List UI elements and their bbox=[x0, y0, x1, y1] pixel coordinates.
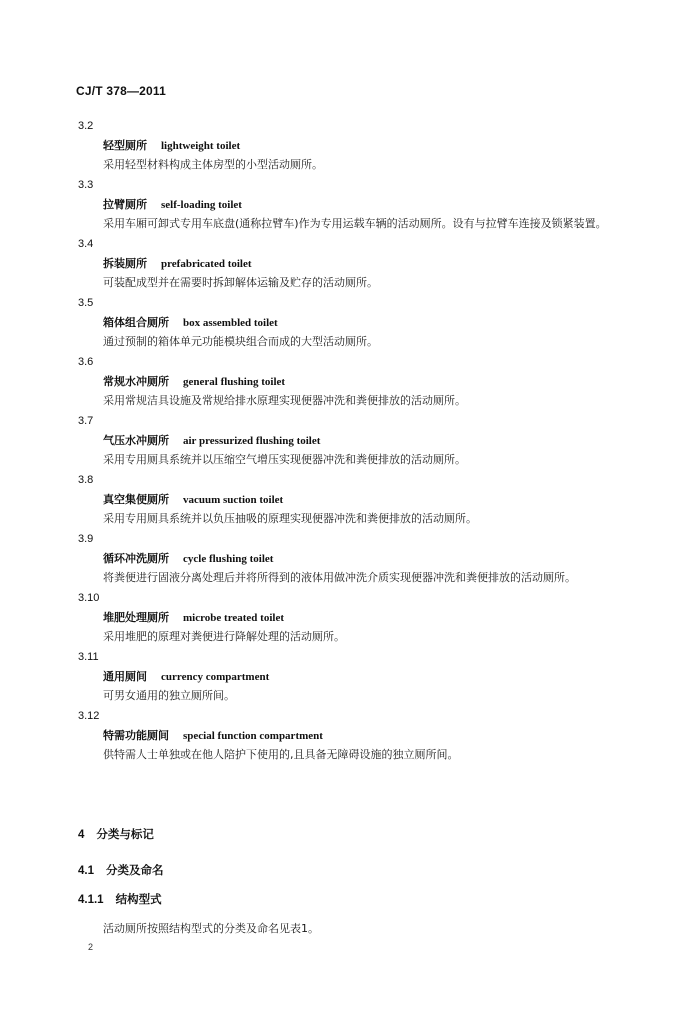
term-entry bbox=[0, 470, 688, 529]
term-name-zh: 拆装厕所 bbox=[103, 257, 147, 270]
term-entry bbox=[0, 411, 688, 470]
section-title: 分类与标记 bbox=[96, 827, 154, 841]
term-number: 3.12 bbox=[78, 710, 100, 722]
term-name-en: prefabricated toilet bbox=[161, 258, 252, 270]
term-definition: 将粪便进行固液分离处理后并将所得到的液体用做冲洗介质实现便器冲洗和粪便排放的活动厕所。 bbox=[103, 571, 576, 584]
term-entry bbox=[0, 529, 688, 588]
term-number: 3.8 bbox=[78, 474, 94, 486]
term-name-line bbox=[103, 372, 688, 391]
term-name-zh: 气压水冲厕所 bbox=[103, 434, 169, 447]
term-name-en: lightweight toilet bbox=[161, 140, 241, 152]
term-name-zh: 真空集便厕所 bbox=[103, 493, 169, 506]
term-entry bbox=[0, 116, 688, 175]
term-number: 3.10 bbox=[78, 592, 100, 604]
term-name-line bbox=[103, 549, 688, 568]
section-number: 4 bbox=[78, 829, 85, 841]
term-number: 3.9 bbox=[78, 533, 94, 545]
term-name-en: general flushing toilet bbox=[183, 376, 286, 388]
term-number: 3.6 bbox=[78, 356, 94, 368]
section-title: 结构型式 bbox=[115, 892, 162, 906]
term-entry bbox=[0, 175, 688, 234]
term-name-zh: 通用厕间 bbox=[103, 670, 147, 683]
section-heading bbox=[78, 891, 162, 907]
term-definition: 供特需人士单独或在他人陪护下使用的,且具备无障碍设施的独立厕所间。 bbox=[103, 748, 459, 761]
term-number: 3.3 bbox=[78, 179, 94, 191]
term-entry bbox=[0, 234, 688, 293]
term-name-zh: 常规水冲厕所 bbox=[103, 375, 169, 388]
term-name-line bbox=[103, 608, 688, 627]
term-definition: 采用常规洁具设施及常规给排水原理实现便器冲洗和粪便排放的活动厕所。 bbox=[103, 394, 466, 407]
term-definition: 采用堆肥的原理对粪便进行降解处理的活动厕所。 bbox=[103, 630, 345, 643]
term-number: 3.7 bbox=[78, 415, 94, 427]
term-entry bbox=[0, 352, 688, 411]
term-name-en: self-loading toilet bbox=[161, 199, 242, 211]
page-number: 2 bbox=[88, 942, 94, 952]
term-name-zh: 循环冲洗厕所 bbox=[103, 552, 169, 565]
section-heading bbox=[78, 862, 164, 878]
term-entry bbox=[0, 293, 688, 352]
term-name-line bbox=[103, 254, 688, 273]
term-name-line bbox=[103, 313, 688, 332]
term-name-line bbox=[103, 195, 688, 214]
term-name-zh: 轻型厕所 bbox=[103, 139, 147, 152]
term-definition: 采用专用厕具系统并以负压抽吸的原理实现便器冲洗和粪便排放的活动厕所。 bbox=[103, 512, 477, 525]
standard-code-header: CJ/T 378—2011 bbox=[76, 84, 166, 98]
term-entry bbox=[0, 647, 688, 706]
term-number: 3.2 bbox=[78, 120, 94, 132]
term-list bbox=[0, 116, 688, 765]
term-definition: 采用轻型材料构成主体房型的小型活动厕所。 bbox=[103, 158, 323, 171]
term-name-line bbox=[103, 431, 688, 450]
term-name-zh: 特需功能厕间 bbox=[103, 729, 169, 742]
term-name-en: air pressurized flushing toilet bbox=[183, 435, 321, 447]
term-name-line bbox=[103, 490, 688, 509]
body-paragraph: 活动厕所按照结构型式的分类及命名见表1。 bbox=[103, 922, 319, 935]
term-name-line bbox=[103, 726, 688, 745]
term-name-en: microbe treated toilet bbox=[183, 612, 284, 624]
section-title: 分类及命名 bbox=[106, 863, 164, 877]
term-definition: 可男女通用的独立厕所间。 bbox=[103, 689, 235, 702]
term-name-en: special function compartment bbox=[183, 730, 323, 742]
term-name-en: box assembled toilet bbox=[183, 317, 278, 329]
term-name-en: vacuum suction toilet bbox=[183, 494, 284, 506]
term-definition: 采用车厢可卸式专用车底盘(通称拉臂车)作为专用运载车辆的活动厕所。设有与拉臂车连接及锁紧装置。 bbox=[103, 217, 607, 230]
term-number: 3.5 bbox=[78, 297, 94, 309]
term-definition: 可装配成型并在需要时拆卸解体运输及贮存的活动厕所。 bbox=[103, 276, 378, 289]
term-entry bbox=[0, 588, 688, 647]
term-name-en: currency compartment bbox=[161, 671, 270, 683]
term-entry bbox=[0, 706, 688, 765]
section-number: 4.1.1 bbox=[78, 894, 104, 906]
section-number: 4.1 bbox=[78, 865, 94, 877]
term-name-line bbox=[103, 667, 688, 686]
term-number: 3.11 bbox=[78, 651, 99, 663]
section-heading bbox=[78, 826, 154, 842]
term-name-line bbox=[103, 136, 688, 155]
term-name-zh: 箱体组合厕所 bbox=[103, 316, 169, 329]
term-name-zh: 拉臂厕所 bbox=[103, 198, 147, 211]
term-name-zh: 堆肥处理厕所 bbox=[103, 611, 169, 624]
term-number: 3.4 bbox=[78, 238, 94, 250]
term-definition: 采用专用厕具系统并以压缩空气增压实现便器冲洗和粪便排放的活动厕所。 bbox=[103, 453, 466, 466]
term-name-en: cycle flushing toilet bbox=[183, 553, 274, 565]
term-definition: 通过预制的箱体单元功能模块组合而成的大型活动厕所。 bbox=[103, 335, 378, 348]
